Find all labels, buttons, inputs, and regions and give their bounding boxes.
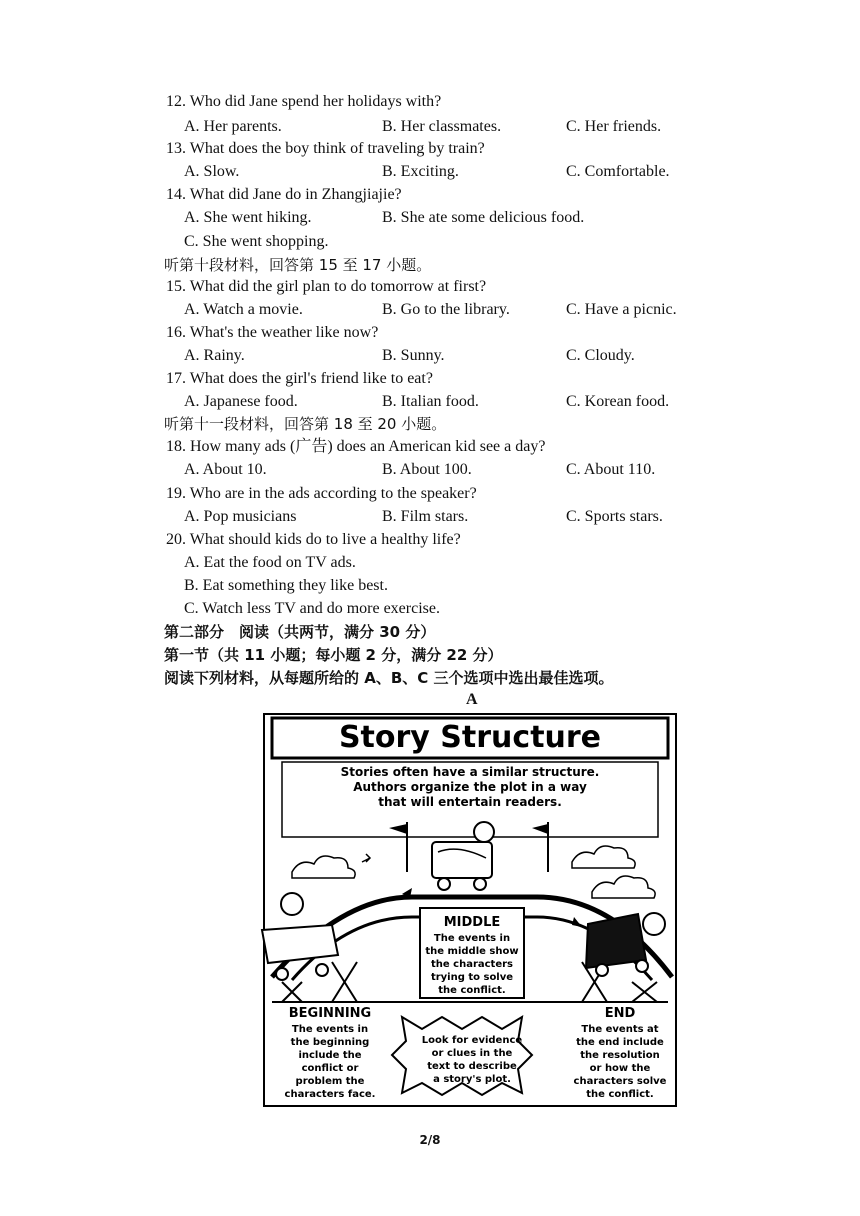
end-line-1: The events at bbox=[581, 1024, 659, 1035]
section-1-heading: 第一节（共 11 小题；每小题 2 分，满分 22 分） bbox=[164, 646, 503, 664]
q19-option-a: A. Pop musicians bbox=[184, 508, 297, 525]
question-12: 12. Who did Jane spend her holidays with? bbox=[166, 93, 442, 110]
q12-option-c: C. Her friends. bbox=[566, 118, 662, 135]
center-line-3: text to describe bbox=[427, 1061, 517, 1072]
middle-line-2: the middle show bbox=[425, 946, 519, 957]
poster-title: Story Structure bbox=[338, 720, 602, 755]
intro-line-1: Stories often have a similar structure. bbox=[340, 765, 600, 779]
q12-option-b: B. Her classmates. bbox=[382, 118, 502, 135]
beginning-line-3: include the bbox=[298, 1050, 362, 1061]
question-16: 16. What's the weather like now? bbox=[166, 324, 379, 341]
question-20: 20. What should kids do to live a healthy life? bbox=[166, 531, 461, 548]
end-line-5: characters solve bbox=[573, 1076, 667, 1087]
end-line-2: the end include bbox=[576, 1037, 664, 1048]
beginning-line-5: problem the bbox=[295, 1076, 365, 1087]
end-title: END bbox=[604, 1006, 636, 1021]
q18-option-a: A. About 10. bbox=[184, 461, 267, 478]
q17-option-a: A. Japanese food. bbox=[184, 393, 298, 410]
center-line-1: Look for evidence bbox=[421, 1035, 523, 1046]
q16-option-c: C. Cloudy. bbox=[566, 347, 635, 364]
middle-title: MIDDLE bbox=[443, 915, 501, 930]
section-10-instruction: 听第十段材料，回答第 15 至 17 小题。 bbox=[164, 256, 432, 274]
q16-option-a: A. Rainy. bbox=[184, 347, 245, 364]
q17-option-b: B. Italian food. bbox=[382, 393, 479, 410]
intro-line-3: that will entertain readers. bbox=[378, 795, 562, 809]
question-15: 15. What did the girl plan to do tomorrow at first? bbox=[166, 278, 487, 295]
center-line-2: or clues in the bbox=[431, 1048, 513, 1059]
q19-option-c: C. Sports stars. bbox=[566, 508, 663, 525]
q17-option-c: C. Korean food. bbox=[566, 393, 670, 410]
q14-option-a: A. She went hiking. bbox=[184, 209, 312, 226]
q14-option-b: B. She ate some delicious food. bbox=[382, 209, 585, 226]
q18-option-c: C. About 110. bbox=[566, 461, 656, 478]
beginning-line-4: conflict or bbox=[301, 1063, 359, 1074]
q13-option-c: C. Comfortable. bbox=[566, 163, 670, 180]
beginning-line-2: the beginning bbox=[290, 1037, 370, 1048]
section-11-instruction: 听第十一段材料，回答第 18 至 20 小题。 bbox=[164, 415, 447, 433]
end-line-6: the conflict. bbox=[586, 1089, 654, 1100]
intro-line-2: Authors organize the plot in a way bbox=[353, 780, 587, 794]
reading-instruction: 阅读下列材料，从每题所给的 A、B、C 三个选项中选出最佳选项。 bbox=[164, 669, 614, 687]
q18-option-b: B. About 100. bbox=[382, 461, 472, 478]
passage-letter: A bbox=[466, 691, 478, 708]
q15-option-b: B. Go to the library. bbox=[382, 301, 510, 318]
question-19: 19. Who are in the ads according to the speaker? bbox=[166, 485, 477, 502]
question-14: 14. What did Jane do in Zhangjiajie? bbox=[166, 186, 402, 203]
q20-option-b: B. Eat something they like best. bbox=[184, 577, 388, 594]
q15-option-a: A. Watch a movie. bbox=[184, 301, 303, 318]
beginning-line-6: characters face. bbox=[284, 1089, 376, 1100]
q20-option-a: A. Eat the food on TV ads. bbox=[184, 554, 356, 571]
beginning-line-1: The events in bbox=[291, 1024, 369, 1035]
end-line-4: or how the bbox=[589, 1063, 651, 1074]
middle-line-4: trying to solve bbox=[430, 972, 514, 983]
question-18: 18. How many ads (广告) does an American kid see a day? bbox=[166, 438, 546, 455]
q15-option-c: C. Have a picnic. bbox=[566, 301, 677, 318]
q12-option-a: A. Her parents. bbox=[184, 118, 282, 135]
q20-option-c: C. Watch less TV and do more exercise. bbox=[184, 600, 440, 617]
story-structure-poster bbox=[252, 712, 688, 1112]
middle-line-3: the characters bbox=[430, 959, 514, 970]
q16-option-b: B. Sunny. bbox=[382, 347, 445, 364]
q19-option-b: B. Film stars. bbox=[382, 508, 469, 525]
question-17: 17. What does the girl's friend like to eat? bbox=[166, 370, 433, 387]
q14-option-c: C. She went shopping. bbox=[184, 233, 329, 250]
middle-line-1: The events in bbox=[433, 933, 511, 944]
page-number: 2/8 bbox=[419, 1133, 441, 1147]
question-13: 13. What does the boy think of traveling by train? bbox=[166, 140, 485, 157]
middle-line-5: the conflict. bbox=[438, 985, 506, 996]
q13-option-a: A. Slow. bbox=[184, 163, 240, 180]
center-line-4: a story's plot. bbox=[433, 1074, 511, 1085]
part-2-heading: 第二部分 阅读（共两节，满分 30 分） bbox=[164, 623, 436, 641]
end-line-3: the resolution bbox=[580, 1050, 660, 1061]
beginning-title: BEGINNING bbox=[288, 1006, 372, 1021]
q13-option-b: B. Exciting. bbox=[382, 163, 459, 180]
